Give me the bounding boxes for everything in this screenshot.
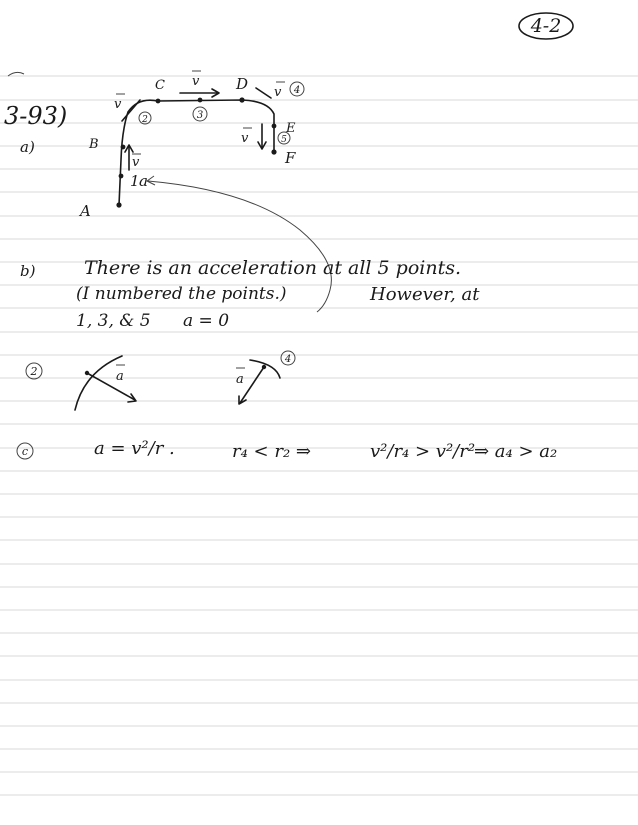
- point-label-a: A: [80, 202, 91, 220]
- stray-mark: [8, 72, 24, 76]
- accel-sketch-4: [236, 360, 280, 404]
- number-circle-4: [290, 82, 304, 96]
- point-f-dot: [271, 149, 276, 154]
- point-label-e: E: [286, 121, 296, 136]
- svg-text:a: a: [139, 172, 148, 190]
- part-b-line-1: There is an acceleration at all 5 points.: [84, 257, 461, 279]
- point-d-dot: [239, 97, 244, 102]
- number-circle-5: [278, 132, 290, 145]
- part-c-formula: a = v²/r .: [94, 438, 175, 459]
- svg-text:a: a: [236, 372, 244, 387]
- svg-text:v: v: [241, 131, 249, 146]
- part-c-ratio: v²/r₄ > v²/r²: [370, 441, 476, 462]
- svg-text:3: 3: [196, 110, 204, 121]
- velocity-vector-b: [125, 145, 141, 170]
- part-b-label: b): [20, 262, 36, 280]
- svg-text:5: 5: [281, 135, 287, 145]
- part-b-line-3: However, at: [370, 284, 480, 305]
- marker-2: [26, 363, 42, 379]
- point-a-dot: [116, 202, 121, 207]
- svg-text:v: v: [132, 155, 140, 170]
- marker-4: [281, 351, 295, 365]
- svg-text:a: a: [116, 369, 124, 384]
- svg-text:4: 4: [284, 354, 292, 365]
- number-label-1: [130, 172, 148, 190]
- part-a-label: a): [20, 138, 35, 156]
- svg-text:2: 2: [142, 115, 148, 125]
- number-circle-2: [139, 112, 151, 125]
- svg-text:v: v: [274, 85, 282, 100]
- part-c-result: ⇒ a₄ > a₂: [474, 441, 558, 462]
- problem-number: 3-93): [4, 102, 68, 130]
- svg-text:v: v: [114, 97, 122, 112]
- accel-sketch-2: [75, 356, 136, 410]
- svg-text:4: 4: [293, 85, 301, 96]
- svg-text:c: c: [21, 445, 29, 458]
- point-e-dot: [272, 124, 277, 129]
- velocity-vector-4: [256, 82, 285, 100]
- part-b-line-4: 1, 3, & 5 a = 0: [76, 311, 230, 331]
- point-3-dot: [198, 98, 203, 103]
- velocity-vector-5: [241, 124, 266, 149]
- point-label-c: C: [155, 78, 165, 93]
- number-circle-3: [193, 107, 207, 121]
- part-c-comparison: r₄ < r₂ ⇒: [232, 441, 311, 462]
- point-b-dot: [121, 145, 126, 150]
- point-label-b: B: [89, 137, 99, 152]
- svg-text:v: v: [192, 74, 200, 89]
- part-b-line-2: (I numbered the points.): [76, 284, 287, 304]
- svg-text:1: 1: [130, 172, 140, 190]
- velocity-vector-3: [180, 71, 219, 97]
- point-label-d: D: [236, 75, 249, 93]
- svg-text:2: 2: [30, 365, 38, 378]
- part-c-label: [17, 443, 33, 459]
- page-label: 4-2: [530, 15, 562, 37]
- point-label-f: F: [285, 149, 296, 167]
- point-c-dot: [156, 99, 161, 104]
- point-1-dot: [119, 174, 124, 179]
